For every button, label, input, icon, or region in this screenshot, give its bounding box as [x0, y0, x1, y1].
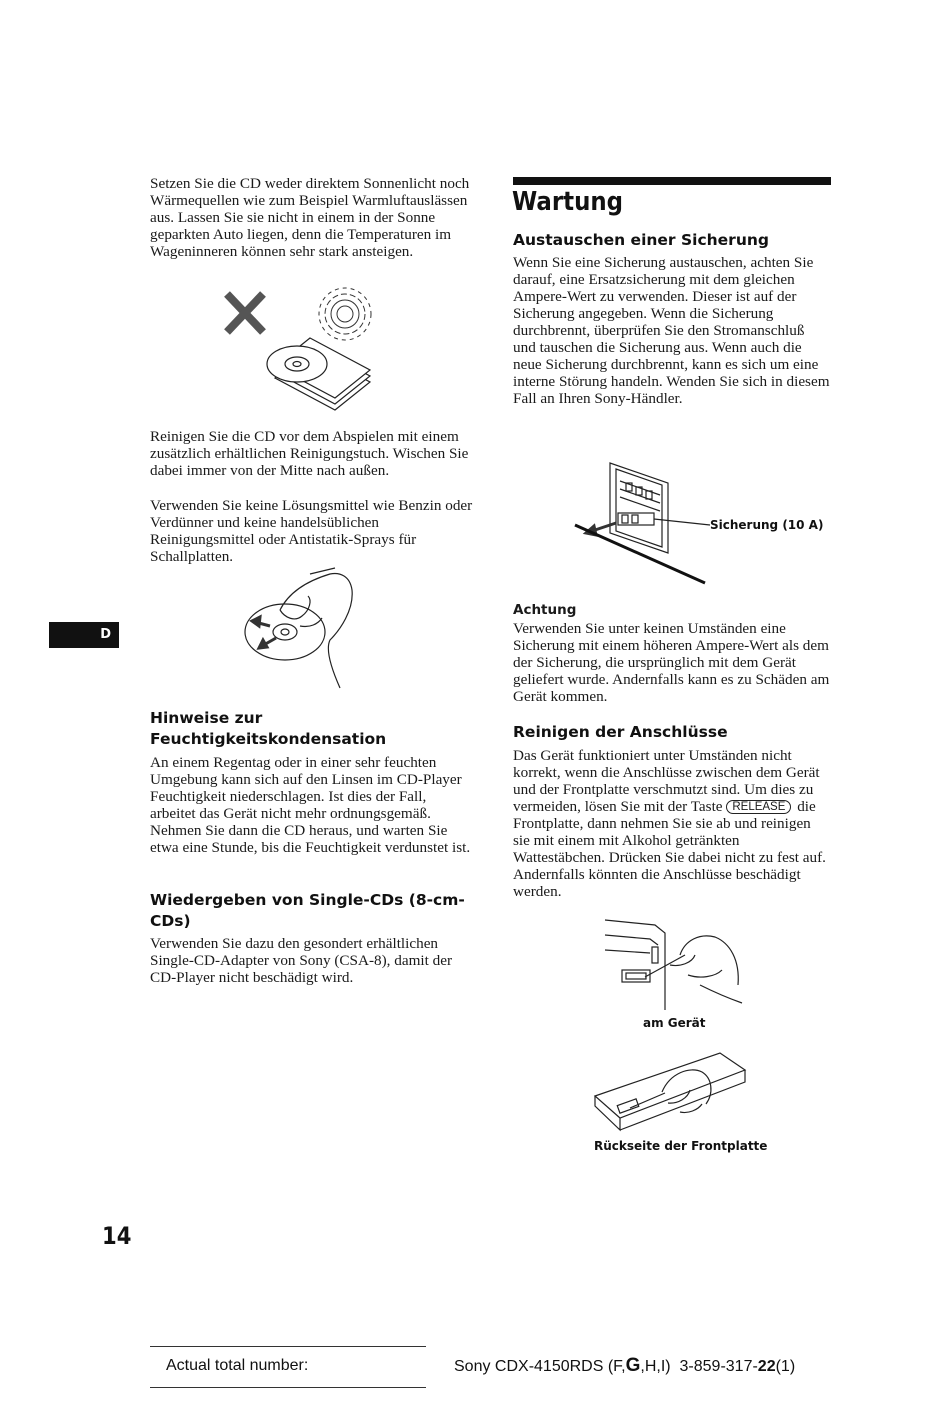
warning-heading: Achtung: [513, 602, 577, 618]
footer-rule-top: [150, 1346, 426, 1347]
cd-icon: [245, 604, 325, 660]
front-panel-icon: [595, 1053, 745, 1130]
language-tab-label: D: [100, 627, 111, 642]
unit-cleaning-illustration: [600, 915, 745, 1015]
single-cd-heading: Wiedergeben von Single-CDs (8-cm-CDs): [150, 891, 465, 930]
sunlight-paragraph: Setzen Sie die CD weder direktem Sonnenlicht noch Wärmequellen wie zum Beispiel Warmluftauslässen aus. Lassen Sie sie nicht in einem in der Sonne geparkten Auto liegen, denn die Temperaturen im Wageninneren können sehr stark ansteigen.: [150, 175, 470, 260]
connectors-text-after: die Frontplatte, dann nehmen Sie sie ab und reinigen sie mit einem mit Alkohol getränkten Wattestäbchen. Drücken Sie dabei nicht zu fest auf. Andernfalls könnten die Anschlüsse beschädigt werden.: [513, 798, 826, 900]
hand-icon: [630, 1070, 711, 1113]
fuse-illustration: [570, 455, 720, 590]
caption-unit: am Gerät: [643, 1016, 706, 1030]
connectors-heading: Reinigen der Anschlüsse: [513, 723, 728, 741]
cd-cleaning-illustration: [240, 570, 365, 695]
connectors-text: [513, 747, 831, 900]
warning-text: Verwenden Sie unter keinen Umständen eine Sicherung mit einem höheren Ampere-Wert als dem der Sicherung, die ursprünglich mit dem Gerät geliefert wurde. Andernfalls kann es zu Schäden am Gerät kommen.: [513, 620, 830, 705]
fuse-text: Wenn Sie eine Sicherung austauschen, achten Sie darauf, eine Ersatzsicherung mit dem gleichen Ampere-Wert zu verwenden. Dieser ist auf der Sicherung angegeben. Wenn die Sicherung durchbrennt, überprüfen Sie den Stromanschluß und tauschen die Sicherung aus. Wenn auch die neue Sicherung durchbrennt, kann es sich um eine interne Störung handeln. Wenden Sie sich in diesem Fall an Ihren Sony-Händler.: [513, 254, 830, 407]
language-tab: [49, 622, 119, 648]
sunlight-warning-illustration: [215, 282, 385, 417]
footer-model-tail: (1): [775, 1358, 796, 1375]
footer-model-info: [454, 1355, 795, 1377]
footer-model-suffix: ,H,I) 3-859-317-: [640, 1358, 758, 1375]
unit-icon: [605, 920, 665, 1010]
footer-model-bold-number: 22: [757, 1358, 776, 1375]
footer-rule-bottom: [150, 1387, 426, 1388]
caption-front-panel: Rückseite der Frontplatte: [594, 1139, 768, 1153]
footer-actual-total: Actual total number:: [166, 1357, 309, 1374]
release-key-label: RELEASE: [726, 800, 791, 814]
section-title: Wartung: [512, 187, 624, 217]
cleaning-paragraph: Reinigen Sie die CD vor dem Abspielen mit einem zusätzlich erhältlichen Reinigungstuch. Wischen Sie dabei immer von der Mitte nach außen.: [150, 428, 469, 479]
footer-model-bold-letter: G: [625, 1355, 641, 1376]
single-cd-text: Verwenden Sie dazu den gesondert erhältlichen Single-CD-Adapter von Sony (CSA-8), damit der CD-Player nicht beschädigt wird.: [150, 935, 453, 986]
cd-stack-icon: [267, 338, 370, 410]
fuse-label: Sicherung (10 A): [710, 518, 824, 532]
page-number: 14: [102, 1222, 132, 1250]
footer-model-prefix: Sony CDX-4150RDS (F,: [454, 1358, 626, 1375]
condensation-text: An einem Regentag oder in einer sehr feuchten Umgebung kann sich auf den Linsen im CD-Player Feuchtigkeit niederschlagen. Ist dies der Fall, arbeitet das Gerät nicht mehr ordnungsgemäß. Nehmen Sie dann die CD heraus, und warten Sie etwa eine Stunde, bis die Feuchtigkeit verdunstet ist.: [150, 754, 471, 856]
cross-icon: [227, 294, 263, 332]
fuse-box-icon: [610, 463, 710, 553]
sun-icon: [319, 288, 371, 340]
condensation-heading: Hinweise zur Feuchtigkeitskondensation: [150, 709, 387, 748]
solvent-paragraph: Verwenden Sie keine Lösungsmittel wie Benzin oder Verdünner und keine handelsüblichen Reinigungsmittel oder Antistatik-Sprays für Schallplatten.: [150, 497, 473, 565]
connectors-text-before: Das Gerät funktioniert unter Umständen nicht korrekt, wenn die Anschlüsse zwischen dem Gerät und der Frontplatte verschmutzt sind. Um dies zu vermeiden, lösen Sie mit der Taste: [513, 747, 820, 815]
hand-icon: [645, 936, 742, 1003]
fuse-heading: Austauschen einer Sicherung: [513, 231, 769, 249]
front-panel-cleaning-illustration: [590, 1048, 750, 1133]
